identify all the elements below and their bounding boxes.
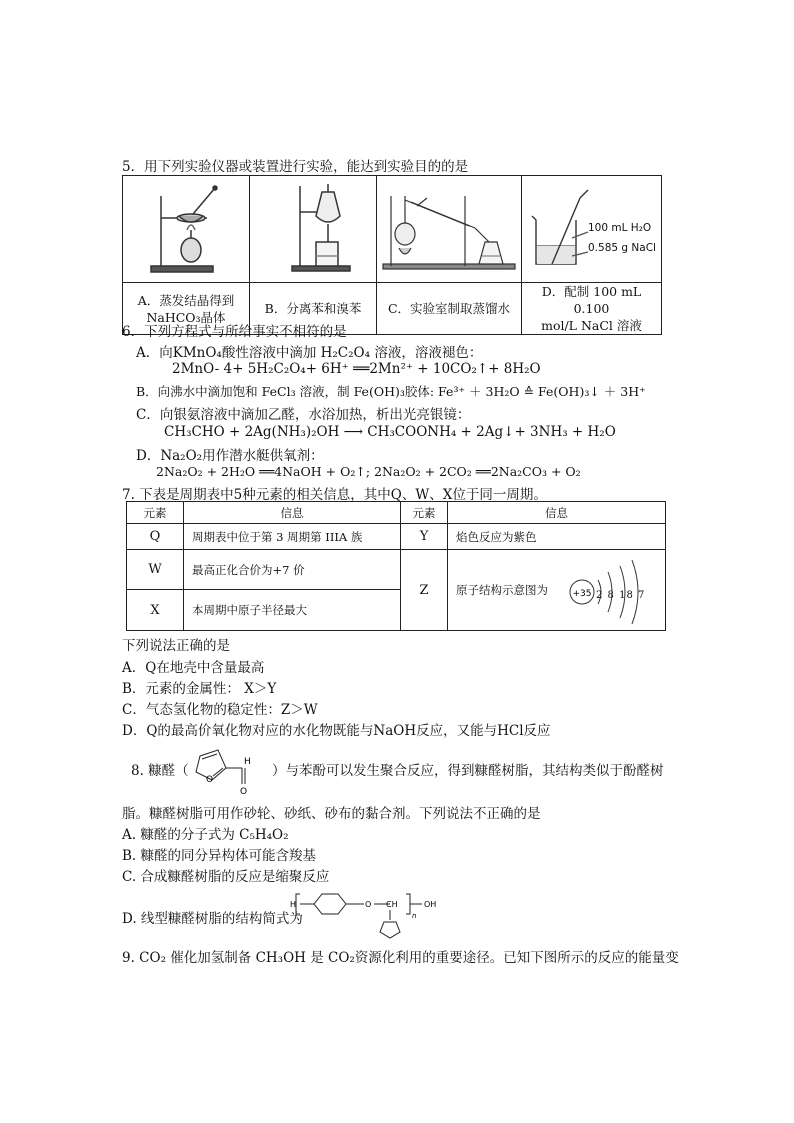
header-info-2: 信息 (448, 502, 666, 524)
element-z: Z (401, 550, 448, 631)
option-d-line2: mol/L NaCl 溶液 (541, 318, 642, 333)
beaker-water-label: 100 mL H₂O (588, 222, 652, 234)
svg-text:O: O (206, 775, 214, 785)
svg-text:H: H (290, 900, 297, 909)
furfural-resin-structure-icon (290, 892, 450, 942)
apparatus-b-cell (250, 176, 377, 283)
q7-prompt: 下列说法正确的是 (122, 638, 230, 654)
header-info: 信息 (184, 502, 401, 524)
distillation-apparatus-icon (377, 176, 521, 278)
element-y: Y (401, 524, 448, 550)
q8-option-b: B. 糠醛的同分异构体可能含羧基 (122, 848, 317, 864)
q6-option-a: A．向KMnO₄酸性溶液中滴加 H₂C₂O₄ 溶液，溶液褪色： (136, 345, 483, 361)
q8-option-a: A. 糠醛的分子式为 C₅H₄O₂ (122, 827, 289, 843)
q6-option-a-equation: 2MnO- 4+ 5H₂C₂O₄+ 6H⁺ ══2Mn²⁺ + 10CO₂↑+ 8H₂O (172, 361, 541, 377)
q6-option-d: D．Na₂O₂用作潜水艇供氧剂： (136, 448, 324, 464)
beaker-nacl-label: 0.585 g NaCl (588, 242, 656, 254)
q6-option-d-equation: 2Na₂O₂ + 2H₂O ══4NaOH + O₂↑; 2Na₂O₂ + 2CO₂ ══2Na₂CO₃ + O₂ (156, 464, 581, 479)
option-b-line1: B．分离苯和溴苯 (264, 301, 362, 316)
info-z: 原子结构示意图为 (456, 583, 548, 597)
apparatus-c-cell (377, 176, 522, 283)
q5-stem: 5．用下列实验仪器或装置进行实验，能达到实验目的的是 (122, 159, 469, 175)
header-element: 元素 (127, 502, 184, 524)
svg-text:O: O (365, 900, 372, 909)
q7-option-b: B．元素的金属性： X＞Y (122, 681, 277, 697)
option-c-cell (377, 283, 522, 335)
option-d-cell (522, 283, 662, 335)
electron-shells: 2 8 18 7 (596, 590, 646, 601)
option-a-line1: A．蒸发结晶得到 (137, 292, 235, 308)
info-q: 周期表中位于第 3 周期第 IIIA 族 (184, 524, 401, 550)
q7-option-c: C．气态氢化物的稳定性：Z＞W (122, 702, 318, 718)
q6-stem: 6．下列方程式与所给事实不相符的是 (122, 324, 347, 340)
nucleus-charge: +35 (572, 589, 592, 599)
svg-text:O: O (240, 787, 248, 796)
furfural-structure-icon (186, 740, 268, 796)
q5-table (122, 175, 662, 335)
q8-line2: 脂。糠醛树脂可用作砂轮、砂纸、砂布的黏合剂。下列说法不正确的是 (122, 806, 541, 822)
info-z-cell (448, 550, 666, 631)
evaporation-apparatus-icon (123, 176, 249, 278)
q8-option-d: D. 线型糠醛树脂的结构简式为 (122, 911, 303, 927)
svg-text:H: H (244, 757, 251, 767)
apparatus-a-cell (123, 176, 250, 283)
q6-option-c-equation: CH₃CHO + 2Ag(NH₃)₂OH ⟶ CH₃COONH₄ + 2Ag↓+ 3NH₃ + H₂O (164, 424, 616, 440)
info-y: 焰色反应为紫色 (448, 524, 666, 550)
q8-option-c: C. 合成糠醛树脂的反应是缩聚反应 (122, 869, 330, 885)
q8-stem-start: 8. 糠醛（ (131, 763, 189, 779)
q7-option-d: D．Q的最高价氧化物对应的水化物既能与NaOH反应，又能与HCl反应 (122, 723, 551, 739)
svg-text:OH: OH (424, 900, 437, 909)
svg-text:n: n (412, 912, 417, 920)
info-x: 本周期中原子半径最大 (184, 590, 401, 631)
element-x: X (127, 590, 184, 631)
q6-option-b: B．向沸水中滴加饱和 FeCl₃ 溶液，制 Fe(OH)₃胶体: Fe³⁺ ＋ 3H₂O ≙ Fe(OH)₃↓ ＋ 3H⁺ (136, 384, 646, 399)
element-w: W (127, 550, 184, 590)
apparatus-d-cell (522, 176, 662, 283)
option-c-line1: C．实验室制取蒸馏水 (387, 301, 511, 316)
header-element-2: 元素 (401, 502, 448, 524)
q7-stem: 7. 下表是周期表中5种元素的相关信息，其中Q、W、X位于同一周期。 (122, 487, 547, 503)
q7-element-table (126, 501, 666, 631)
svg-text:CH: CH (386, 900, 398, 909)
element-q: Q (127, 524, 184, 550)
q6-option-c: C．向银氨溶液中滴加乙醛，水浴加热，析出光亮银镜： (136, 407, 471, 423)
option-d-line1: D．配制 100 mL 0.100 (541, 284, 642, 316)
info-w: 最高正化合价为+7 价 (184, 550, 401, 590)
q7-option-a: A．Q在地壳中含量最高 (122, 660, 265, 676)
q9-stem: 9. CO₂ 催化加氢制备 CH₃OH 是 CO₂资源化利用的重要途径。已知下图所示的反应的能量变 (122, 950, 679, 966)
q8-stem-end: ）与苯酚可以发生聚合反应，得到糠醛树脂，其结构类似于酚醛树 (272, 763, 664, 779)
option-a-line2: NaHCO₃晶体 (146, 309, 226, 325)
separatory-funnel-icon (250, 176, 376, 278)
